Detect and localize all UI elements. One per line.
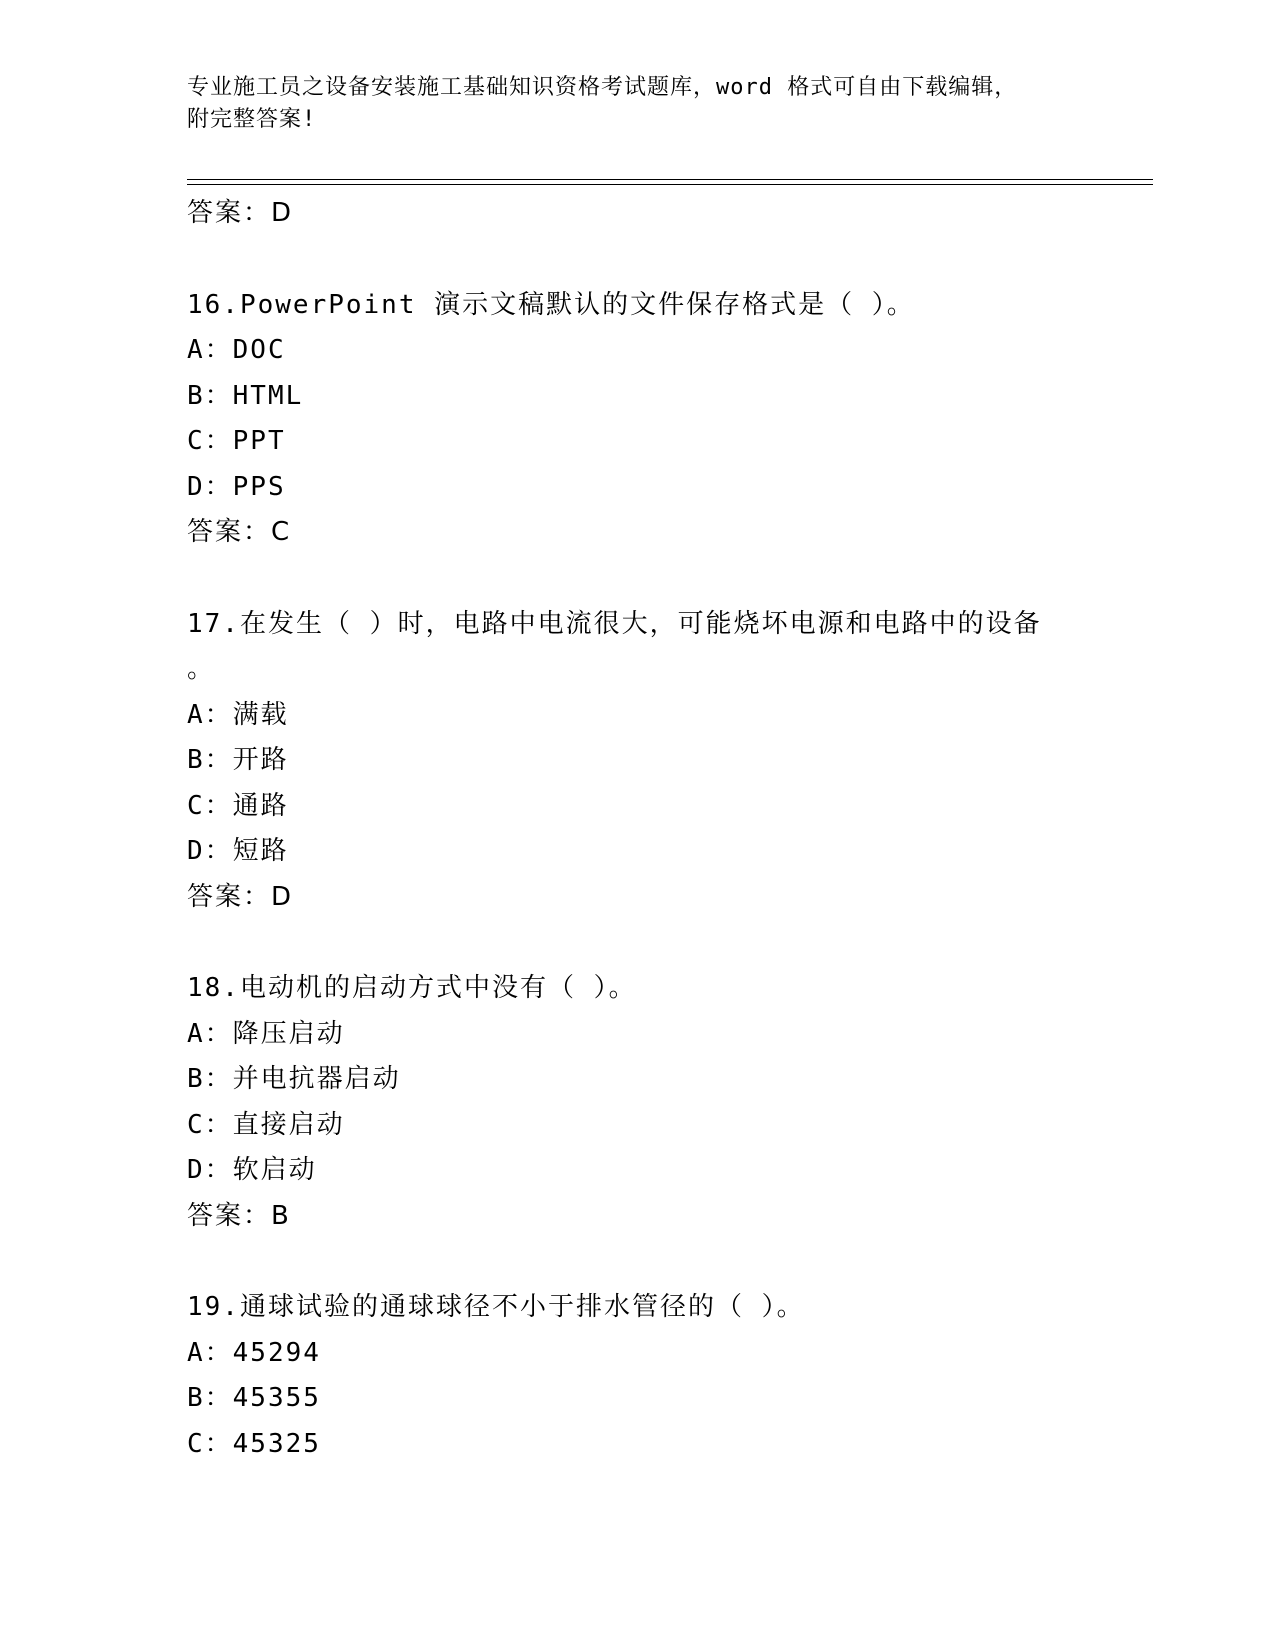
answer: 答案：D [187, 881, 294, 912]
question-stem: 16.PowerPoint 演示文稿默认的文件保存格式是（ ）。 [187, 289, 915, 320]
previous-answer: 答案：D [187, 198, 294, 228]
question-16 [187, 283, 1087, 556]
option-b: B：45355 [187, 1383, 321, 1413]
header-line-1: 专业施工员之设备安装施工基础知识资格考试题库，word 格式可自由下载编辑， [187, 75, 1018, 100]
question-list [187, 191, 1087, 1467]
question-stem: 19.通球试验的通球球径不小于排水管径的（ ）。 [187, 1292, 805, 1322]
option-c: C：通路 [187, 790, 289, 821]
option-d: D：软启动 [187, 1155, 317, 1185]
option-b: B：并电抗器启动 [187, 1064, 401, 1094]
option-a: A：降压启动 [187, 1018, 345, 1049]
header-rule-bottom [187, 184, 1153, 185]
question-stem: 18.电动机的启动方式中没有（ ）。 [187, 973, 637, 1003]
answer: 答案：B [187, 1200, 291, 1231]
option-c: C：PPT [187, 426, 286, 456]
option-d: D：短路 [187, 836, 289, 866]
option-a: A：满载 [187, 699, 289, 730]
option-a: A：DOC [187, 335, 286, 365]
spacer [187, 1239, 1087, 1285]
document-header [187, 72, 1087, 136]
question-17 [187, 602, 1087, 921]
spacer [187, 556, 1087, 602]
option-b: B：HTML [187, 380, 304, 411]
option-d: D：PPS [187, 471, 286, 502]
question-18 [187, 966, 1087, 1239]
header-rule-top [187, 179, 1153, 180]
option-a: A：45294 [187, 1337, 321, 1368]
answer: 答案：C [187, 517, 292, 547]
option-b: B：开路 [187, 745, 289, 775]
question-19 [187, 1285, 1087, 1467]
header-line-2: 附完整答案! [187, 107, 317, 132]
question-stem: 17.在发生（ ）时，电路中电流很大，可能烧坏电源和电路中的设备 [187, 608, 1042, 639]
spacer [187, 920, 1087, 966]
spacer [187, 237, 1087, 283]
option-c: C：45325 [187, 1428, 321, 1459]
option-c: C：直接启动 [187, 1109, 345, 1140]
question-stem-continuation: 。 [187, 654, 216, 684]
